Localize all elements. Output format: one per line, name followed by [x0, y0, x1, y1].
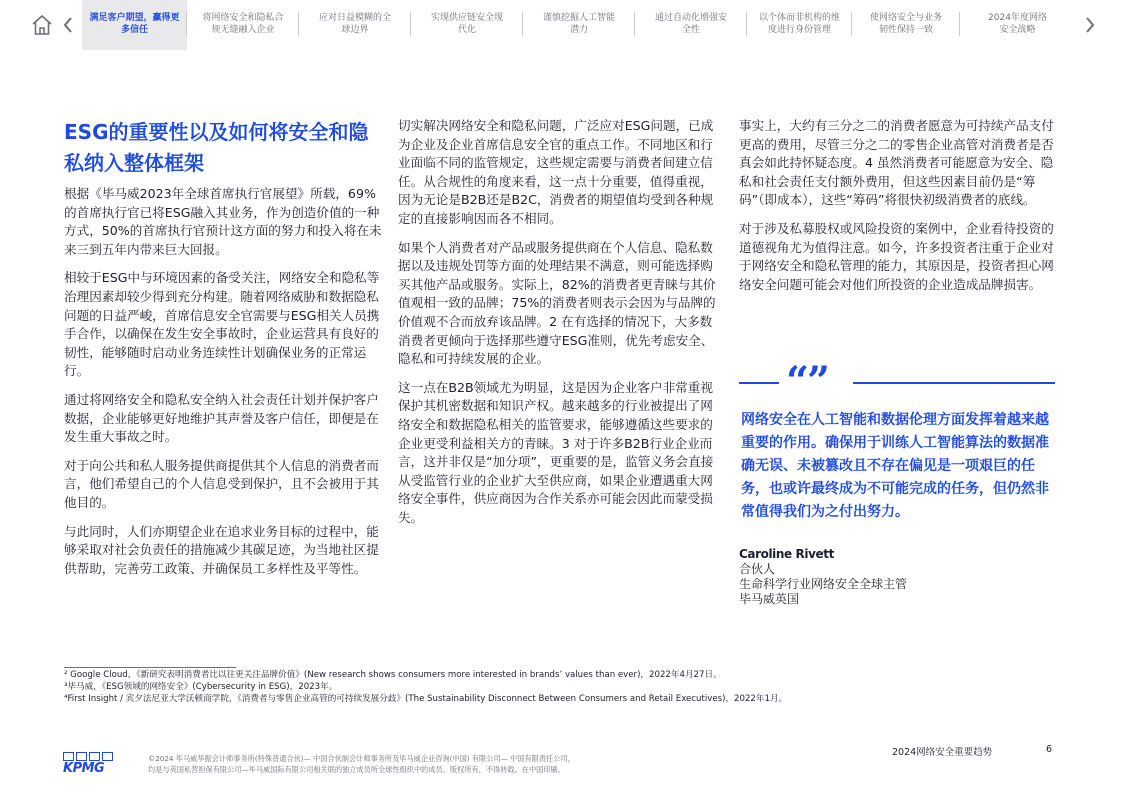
paragraph: 对于向公共和私人服务提供商提供其个人信息的消费者而言，他们希望自己的个人信息受到保护，且不会被用于其他目的。 [64, 457, 379, 510]
paragraph: 对于涉及私募股权或风险投资的案例中，企业看待投资的道德视角尤为值得注意。如今，许多投资者注重于企业对于网络安全和隐私管理的能力，其原因是，投资者担心网络安全问题可能会对他们所投资的企业造成品牌损害。 [739, 220, 1054, 292]
quote-divider-left [739, 382, 779, 384]
footnote: ² Google Cloud，《新研究表明消费者比以往更关注品牌价值》(New research shows consumers more interested in brands’ values than ever)，2022年4月27日。 [64, 670, 722, 680]
legal-line: 均是与英国私营担保有限公司—毕马威国际有限公司相关联的独立成员所全球性组织中的成员。版权所有，不得转载。在中国印刷。 [148, 765, 565, 774]
logo-boxes [63, 752, 115, 761]
tab-ai-potential[interactable] [523, 0, 635, 50]
tab-label: 将网络安全和隐私合规无缝融入企业 [202, 13, 284, 35]
tab-label: 实现供应链安全现代化 [431, 13, 504, 35]
column-1 [64, 117, 384, 588]
tab-identity-management[interactable] [747, 0, 852, 50]
paragraph: 相较于ESG中与环境因素的备受关注，网络安全和隐私等治理因素却较少得到充分构建。随着网络威胁和数据隐私问题的日益严峻，首席信息安全官需要与ESG相关人员携手合作，以确保在发生安全事故时，企业运营具有良好的韧性，能够随时启动业务连续性计划确保业务的正常运行。 [64, 270, 380, 379]
tab-automation[interactable] [635, 0, 747, 50]
home-icon[interactable] [30, 13, 54, 37]
column-3 [739, 117, 1061, 304]
pull-quote: 网络安全在人工智能和数据伦理方面发挥着越来越重要的作用。确保用于训练人工智能算法的数据准确无误、未被篡改且不存在偏见是一项艰巨的任务，也或许最终成为不可能完成的任务，但仍然非常值得我们为之付出努力。 [741, 412, 1049, 520]
paragraph: 事实上，大约有三分之二的消费者愿意为可持续产品支付更高的费用，尽管三分之二的零售企业高管对消费者是否真会如此持怀疑态度。4 虽然消费者可能愿意为安全、隐私和社会责任支付额外费用，但这些因素目前仍是“筹码”（即成本），这些“筹码”将很快初级消费者的底线。 [739, 118, 1054, 208]
tab-label: 使网络安全与业务韧性保持一致 [869, 13, 942, 35]
tab-supply-chain[interactable] [411, 0, 523, 50]
paragraph: 根据《毕马威2023年全球首席执行官展望》所载，69%的首席执行官已将ESG融入其业务，作为创造价值的一种方式，50%的首席执行官预计这方面的努力和投入将在未来三到五年内带来巨大回报。 [64, 186, 382, 257]
paragraph: 如果个人消费者对产品或服务提供商在个人信息、隐私数据以及违规处罚等方面的处理结果不满意，则可能选择购买其他产品或服务。实际上，82%的消费者更青睐与其价值观相一致的品牌；75%的消费者则表示会因为与品牌的价值观不合而放弃该品牌。2 在有选择的情况下，大多数消费者更倾向于选择那些遵守ESG准则，优先考虑安全、隐私和可持续发展的企业。 [398, 239, 716, 367]
paragraph: 这一点在B2B领域尤为明显，这是因为企业客户非常重视保护其机密数据和知识产权。越来越多的行业被提出了网络安全和数据隐私相关的监管要求，能够遵循这些要求的企业更受利益相关方的青睐。3 对于许多B2B行业企业而言，这并非仅是“加分项”，更重要的是，监管义务会直接从受监管行业的企业扩大至供应商，如果企业遭遇重大网络安全事件，供应商因为合作关系亦可能会因此而蒙受损失。 [398, 379, 714, 525]
tab-label: 应对日益模糊的全球边界 [319, 13, 392, 35]
tab-label: 以个体而非机构的维度进行身份管理 [758, 13, 840, 35]
section-tabs [82, 0, 1075, 50]
author-name: Caroline Rivett [739, 547, 834, 561]
footnote-divider [64, 667, 236, 668]
author-title: 生命科学行业网络安全全球主管 [739, 577, 908, 591]
quote-mark-icon: “” [786, 358, 829, 405]
tab-label: 通过自动化增强安全性 [655, 13, 728, 35]
author-role: 合伙人 [739, 562, 776, 576]
chevron-left-icon[interactable] [61, 15, 75, 35]
quote-author [739, 547, 907, 607]
tab-strategy-2024[interactable] [960, 0, 1075, 50]
tab-label: 满足客户期望，赢得更多信任 [89, 13, 180, 35]
page-number: 6 [1046, 744, 1053, 755]
tab-business-resilience[interactable] [852, 0, 960, 50]
footnote: ⁴First Insight / 宾夕法尼亚大学沃顿商学院，《消费者与零售企业高管的可持续发展分歧》(The Sustainability Disconnect Between Consumers and Retail Executives)，2022年1月。 [64, 694, 788, 704]
quote-divider-right [853, 382, 1055, 384]
top-navigation [0, 0, 1122, 50]
tab-customer-trust[interactable] [82, 0, 187, 50]
footnotes [64, 669, 804, 705]
tab-privacy-compliance[interactable] [187, 0, 299, 50]
chevron-right-icon[interactable] [1083, 15, 1097, 35]
paragraph: 切实解决网络安全和隐私问题，广泛应对ESG问题，已成为企业及企业首席信息安全官的重点工作。不同地区和行业面临不同的监管规定，这些规定需要与消费者间建立信任。从合规性的角度来看，这一点十分重要，值得重视，因为无论是B2B还是B2C，消费者的期望值均受到各种规定的直接影响因而各不相同。 [398, 118, 714, 226]
kpmg-logo [63, 752, 115, 776]
section-heading: ESG的重要性以及如何将安全和隐私纳入整体框架 [64, 120, 369, 175]
paragraph: 与此同时，人们亦期望企业在追求业务目标的过程中，能够采取对社会负责任的措施减少其碳足迹，为当地社区提供帮助，完善劳工政策、并确保员工多样性及平等性。 [64, 523, 379, 576]
logo-wordmark: KPMG [63, 761, 105, 776]
legal-line: ©2024 毕马威华振会计师事务所(特殊普通合伙)— 中国合伙制会计师事务所及毕马威企业咨询(中国) 有限公司— 中国有限责任公司， [148, 754, 575, 763]
footnote: ³毕马威，《ESG领域的网络安全》(Cybersecurity in ESG)，2023年。 [64, 682, 338, 692]
tab-label: 谨慎挖掘人工智能潜力 [543, 13, 616, 35]
column-2 [398, 117, 720, 537]
legal-notice [148, 753, 618, 775]
paragraph: 通过将网络安全和隐私安全纳入社会责任计划并保护客户数据，企业能够更好地维护其声誉及客户信任，即便是在发生重大事故之时。 [64, 391, 379, 445]
tab-label: 2024年度网络安全战略 [988, 13, 1047, 35]
tab-global-borders[interactable] [299, 0, 411, 50]
author-org: 毕马威英国 [739, 592, 800, 606]
footer-title: 2024网络安全重要趋势 [892, 747, 993, 758]
